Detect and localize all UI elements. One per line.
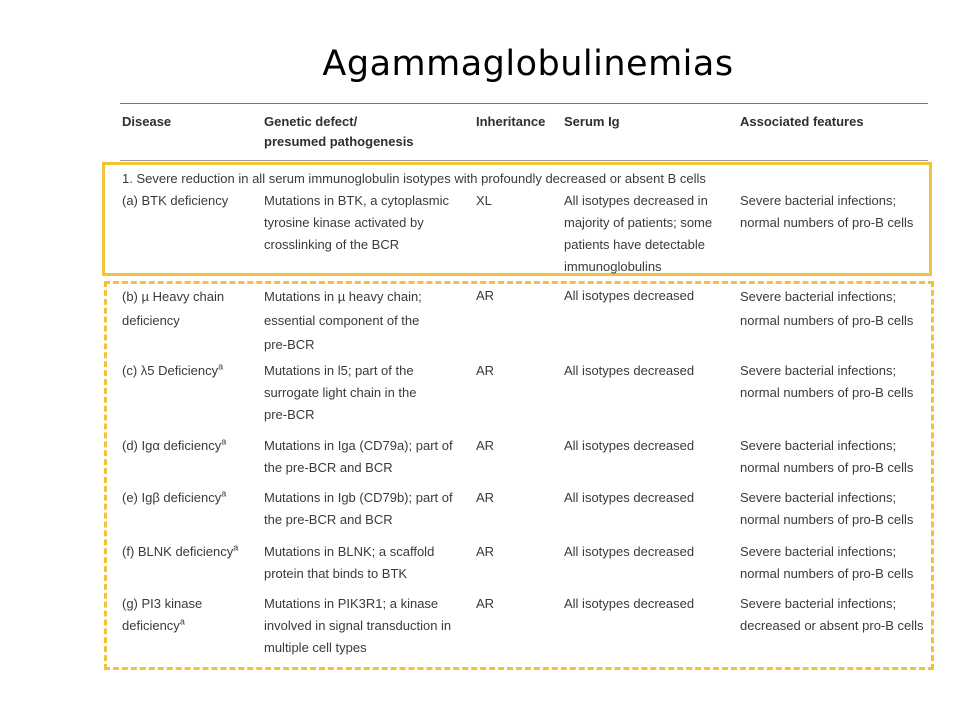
defect-line: Mutations in BLNK; a scaffold [264, 544, 435, 559]
defect-line: essential component of the [264, 313, 420, 328]
features-line: normal numbers of pro-B cells [740, 566, 914, 581]
disease-line: (g) PI3 kinase [122, 596, 203, 611]
defect-cell [264, 435, 464, 479]
features-cell [740, 487, 930, 531]
defect-cell [264, 190, 464, 256]
footnote-mark: a [221, 488, 227, 499]
disease-cell [122, 190, 258, 212]
defect-line: Mutations in Igb (CD79b); part of [264, 490, 453, 505]
defect-line: crosslinking of the BCR [264, 237, 400, 252]
disease-line: deficiency [122, 313, 180, 328]
inheritance-cell: AR [476, 544, 495, 559]
inheritance-cell: XL [476, 193, 492, 208]
serum-line: immunoglobulins [564, 259, 662, 274]
serum-cell: All isotypes decreased [564, 596, 695, 611]
serum-cell: All isotypes decreased [564, 544, 695, 559]
defect-line: involved in signal transduction in [264, 618, 452, 633]
defect-line: protein that binds to BTK [264, 566, 408, 581]
footnote-mark: a [218, 361, 224, 372]
defect-line: pre-BCR [264, 407, 315, 422]
serum-line: patients have detectable [564, 237, 705, 252]
disease-line: (f) BLNK deficiency [122, 544, 234, 559]
disease-cell [122, 360, 258, 382]
features-cell [740, 593, 930, 637]
features-line: decreased or absent pro-B cells [740, 618, 924, 633]
header-serum-ig: Serum Ig [564, 114, 620, 129]
features-line: normal numbers of pro-B cells [740, 215, 914, 230]
disease-line: (a) BTK deficiency [122, 193, 229, 208]
features-cell [740, 285, 930, 333]
serum-line: All isotypes decreased in [564, 193, 708, 208]
inheritance-cell: AR [476, 288, 495, 303]
defect-cell [264, 487, 464, 531]
header-genetic-defect [264, 112, 464, 152]
inheritance-cell: AR [476, 438, 495, 453]
defect-line: Mutations in µ heavy chain; [264, 289, 422, 304]
defect-line: pre-BCR [264, 337, 315, 352]
header-associated-features: Associated features [740, 114, 864, 129]
serum-cell: All isotypes decreased [564, 363, 695, 378]
features-line: Severe bacterial infections; [740, 289, 897, 304]
defect-cell [264, 541, 464, 585]
footnote-mark: a [233, 542, 239, 553]
serum-cell [564, 190, 734, 278]
defect-line: Mutations in Iga (CD79a); part of [264, 438, 453, 453]
defect-line: the pre-BCR and BCR [264, 512, 393, 527]
defect-line: Mutations in BTK, a cytoplasmic [264, 193, 449, 208]
footnote-mark: a [179, 616, 185, 627]
header-genetic-defect-line2: presumed pathogenesis [264, 134, 414, 149]
features-line: Severe bacterial infections; [740, 193, 897, 208]
features-line: normal numbers of pro-B cells [740, 512, 914, 527]
defect-cell [264, 360, 464, 426]
disease-line: (d) Igα deficiency [122, 438, 222, 453]
disease-cell [122, 487, 258, 509]
features-cell [740, 435, 930, 479]
disease-cell [122, 541, 258, 563]
disease-cell [122, 593, 258, 637]
table-top-rule [120, 103, 928, 104]
features-line: Severe bacterial infections; [740, 544, 897, 559]
defect-cell [264, 593, 464, 659]
disease-cell [122, 285, 258, 333]
inheritance-cell: AR [476, 490, 495, 505]
features-line: normal numbers of pro-B cells [740, 385, 914, 400]
inheritance-cell: AR [476, 363, 495, 378]
header-divider [120, 160, 928, 161]
features-line: Severe bacterial infections; [740, 438, 897, 453]
serum-cell: All isotypes decreased [564, 288, 695, 303]
features-cell [740, 190, 930, 234]
defect-line: tyrosine kinase activated by [264, 215, 424, 230]
header-inheritance: Inheritance [476, 114, 546, 129]
features-line: Severe bacterial infections; [740, 363, 897, 378]
header-disease: Disease [122, 114, 172, 129]
serum-line: majority of patients; some [564, 215, 713, 230]
features-line: Severe bacterial infections; [740, 490, 897, 505]
defect-line: multiple cell types [264, 640, 367, 655]
defect-line: surrogate light chain in the [264, 385, 417, 400]
disease-line: (b) µ Heavy chain [122, 289, 225, 304]
features-line: normal numbers of pro-B cells [740, 460, 914, 475]
features-cell [740, 541, 930, 585]
serum-cell: All isotypes decreased [564, 438, 695, 453]
disease-line: (c) λ5 Deficiency [122, 363, 219, 378]
disease-line: (e) Igβ deficiency [122, 490, 222, 505]
section-heading: 1. Severe reduction in all serum immunoglobulin isotypes with profoundly decreased or absent B cells [122, 171, 706, 186]
inheritance-cell: AR [476, 596, 495, 611]
features-line: Severe bacterial infections; [740, 596, 897, 611]
features-line: normal numbers of pro-B cells [740, 313, 914, 328]
defect-line: the pre-BCR and BCR [264, 460, 393, 475]
header-genetic-defect-line1: Genetic defect/ [264, 114, 358, 129]
defect-line: Mutations in PIK3R1; a kinase [264, 596, 439, 611]
disease-cell [122, 435, 258, 457]
footnote-mark: a [221, 436, 227, 447]
serum-cell: All isotypes decreased [564, 490, 695, 505]
defect-line: Mutations in l5; part of the [264, 363, 414, 378]
slide-title: Agammaglobulinemias [322, 44, 734, 84]
features-cell [740, 360, 930, 404]
defect-cell [264, 285, 464, 357]
disease-line: deficiency [122, 618, 180, 633]
